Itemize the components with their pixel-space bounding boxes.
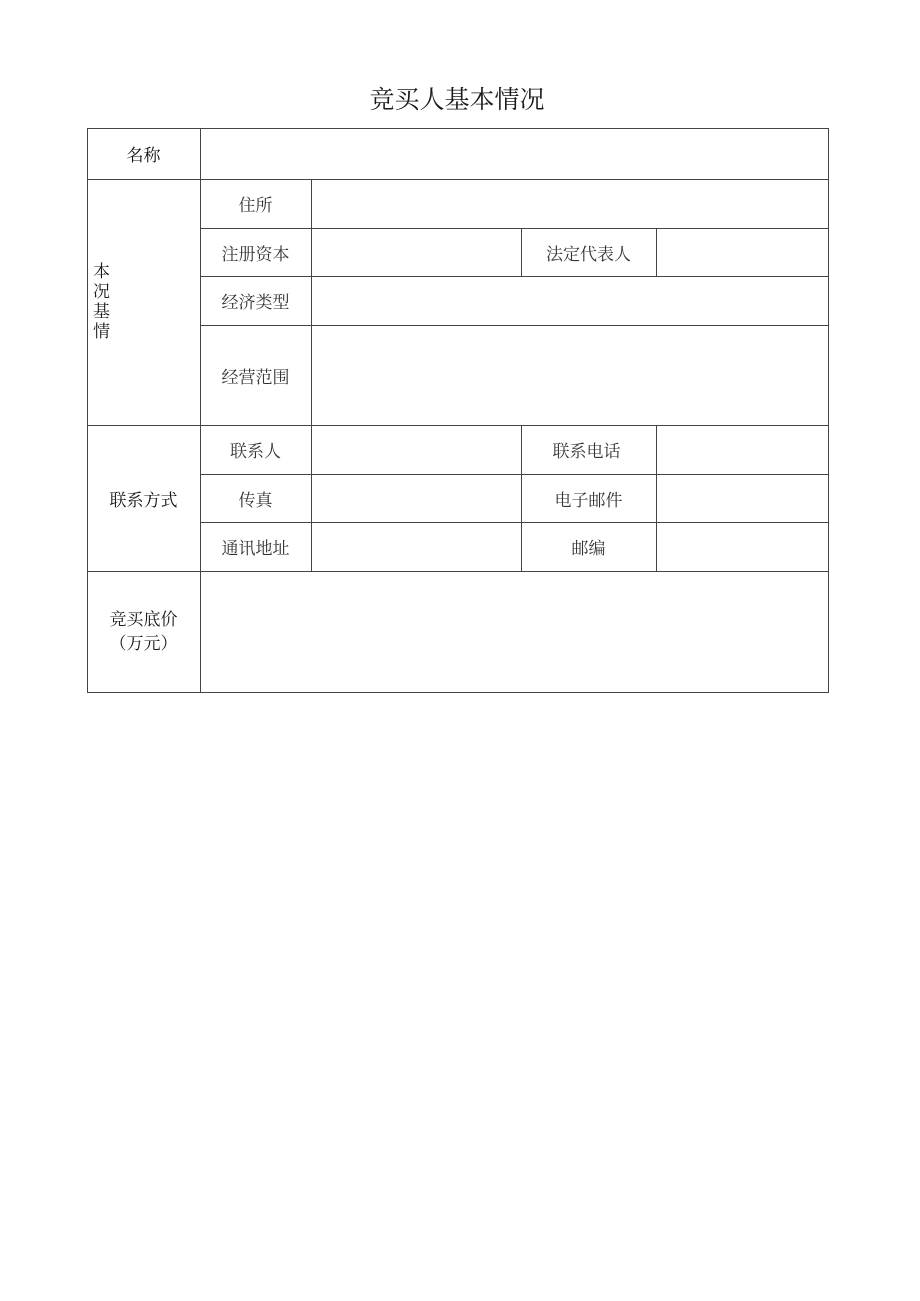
reserve-price-label (87, 571, 200, 692)
postal-code-label: 邮编 (571, 539, 606, 559)
reserve-price-label-line2: （万元） (109, 633, 178, 654)
table-border-right (828, 128, 829, 693)
group-label-char: 基 (93, 302, 110, 322)
business-scope-field[interactable] (311, 325, 828, 425)
group-label-char: 况 (93, 282, 110, 302)
name-label: 名称 (126, 146, 161, 166)
business-scope-label: 经营范围 (221, 367, 290, 388)
reserve-price-label-line1: 竞买底价 (109, 609, 178, 630)
group-label-char: 本 (93, 262, 110, 282)
reserve-price-field[interactable] (200, 571, 828, 692)
fax-label: 传真 (238, 490, 273, 511)
contact-person-label: 联系人 (230, 442, 281, 462)
legal-representative-field[interactable] (656, 228, 828, 276)
group-label-char: 情 (93, 322, 110, 342)
table-border-bottom (87, 692, 829, 693)
legal-representative-label: 法定代表人 (546, 244, 631, 265)
address-label: 住所 (238, 196, 273, 216)
contact-person-field[interactable] (311, 425, 521, 474)
postal-code-field[interactable] (656, 522, 828, 571)
contact-phone-field[interactable] (656, 425, 828, 474)
contact-phone-label: 联系电话 (552, 442, 621, 462)
email-field[interactable] (656, 474, 828, 522)
registered-capital-label: 注册资本 (221, 244, 290, 265)
mailing-address-field[interactable] (311, 522, 521, 571)
mailing-address-label: 通讯地址 (221, 539, 290, 559)
document-title: 竞买人基本情况 (369, 85, 545, 114)
economic-type-label: 经济类型 (221, 293, 290, 313)
basic-info-group-label (87, 179, 200, 425)
address-field[interactable] (311, 179, 828, 228)
contact-group-label: 联系方式 (109, 490, 178, 511)
email-label: 电子邮件 (554, 490, 623, 511)
name-field[interactable] (200, 128, 828, 179)
economic-type-field[interactable] (311, 276, 828, 325)
fax-field[interactable] (311, 474, 521, 522)
registered-capital-field[interactable] (311, 228, 521, 276)
